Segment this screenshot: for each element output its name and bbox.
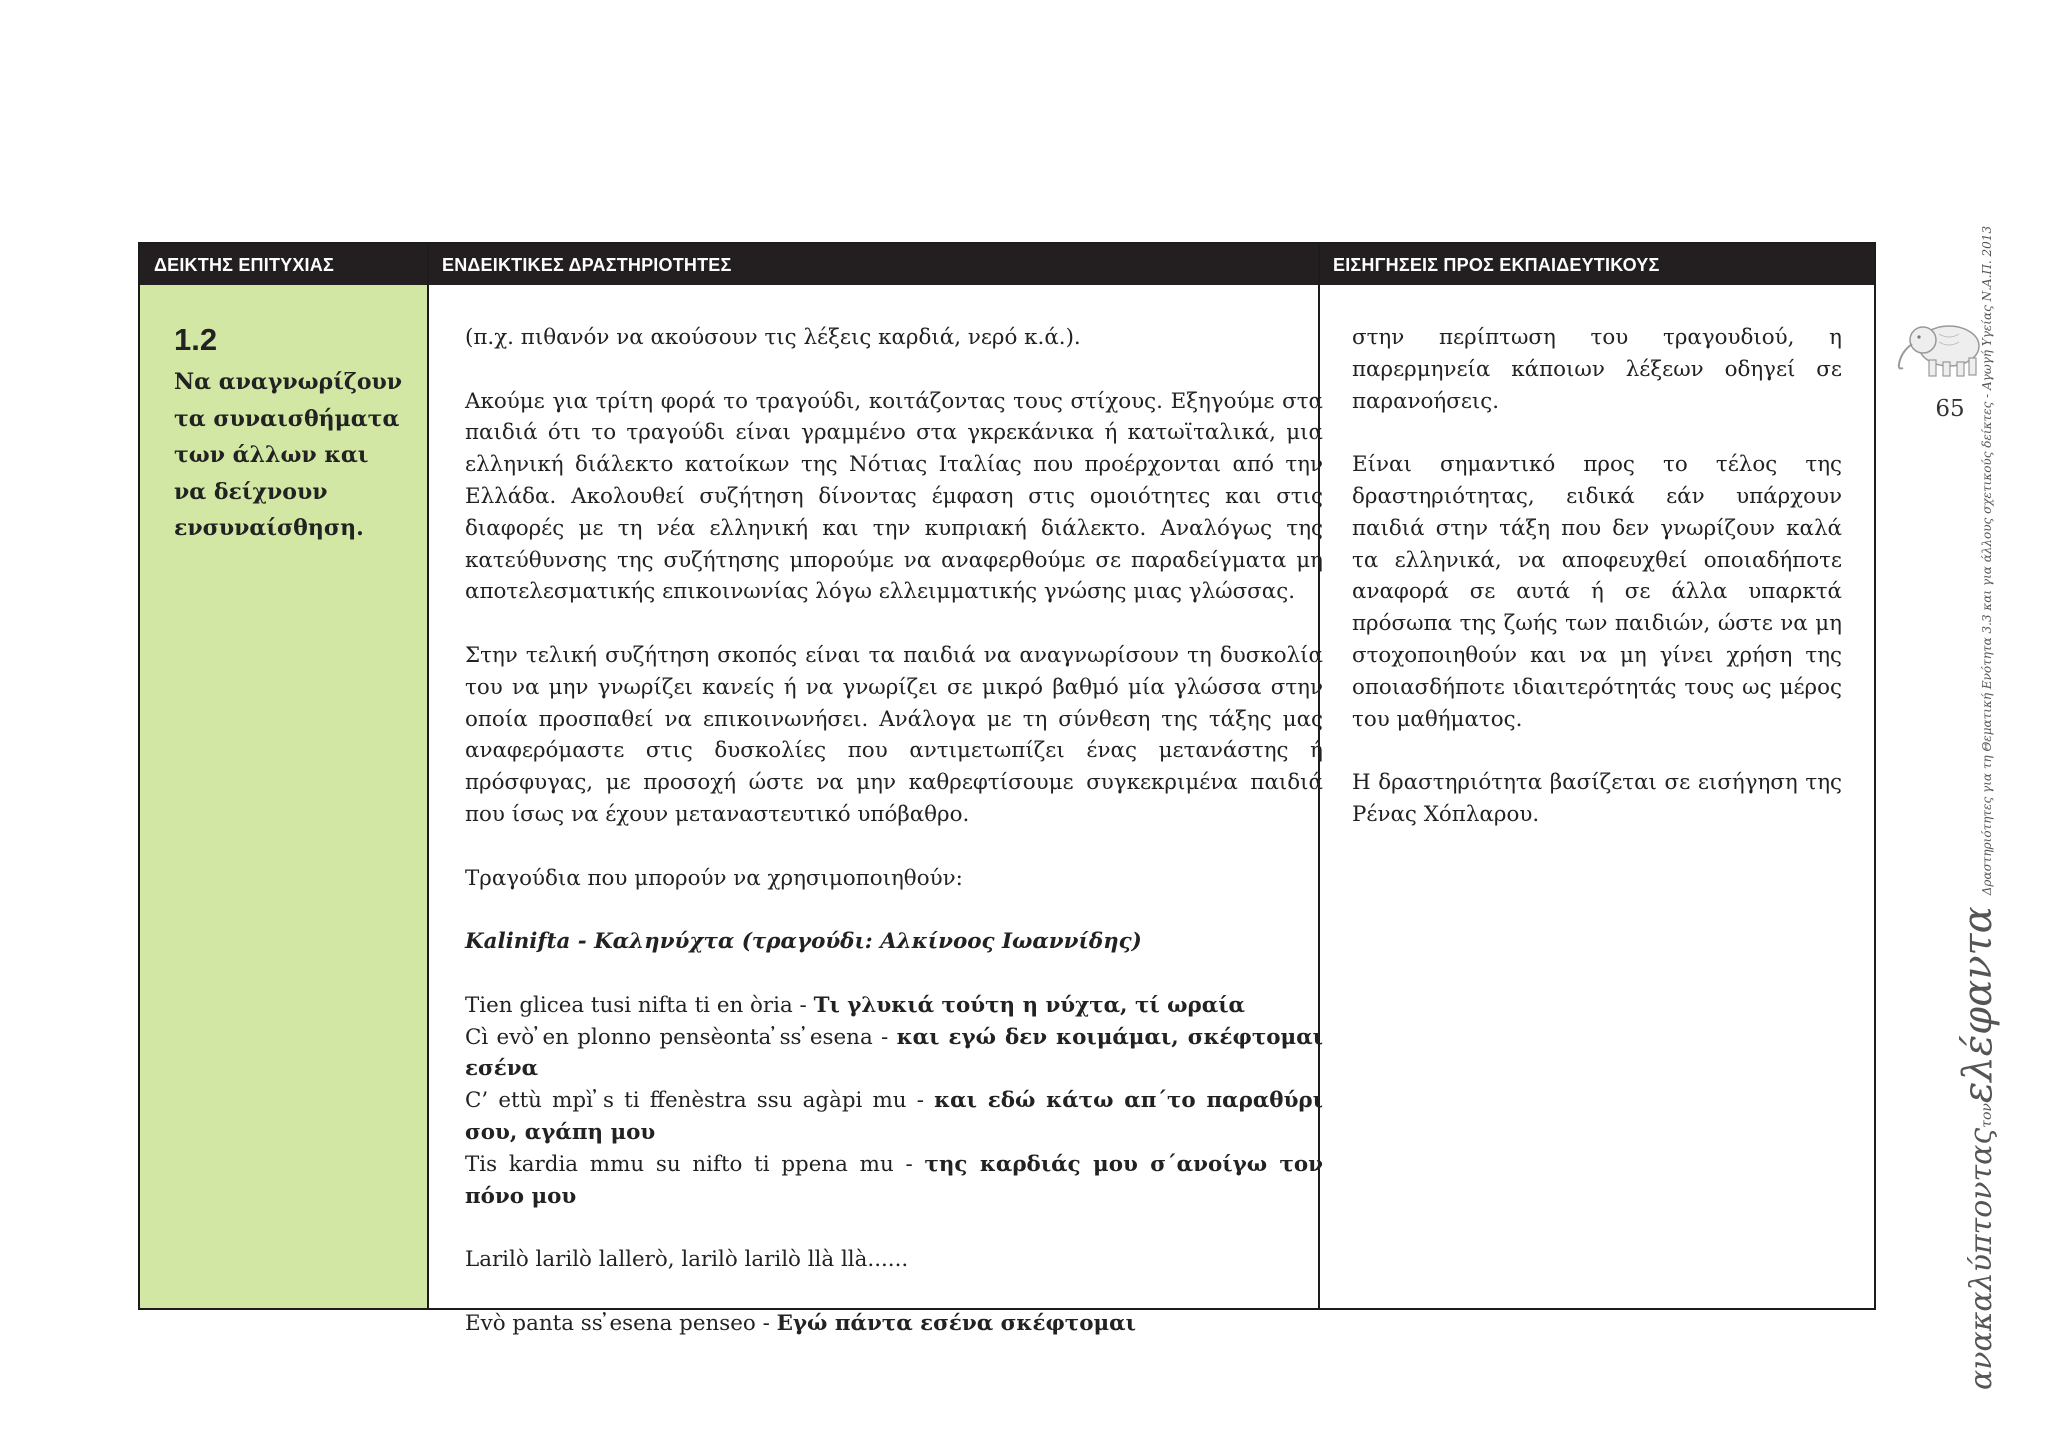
indicator-text	[174, 364, 414, 547]
header-suggestions: ΕΙΣΗΓΗΣΕΙΣ ΠΡΟΣ ΕΚΠΑΙΔΕΥΤΙΚΟΥΣ	[1333, 255, 1660, 275]
brand-end: ελέφαντα	[1955, 906, 2001, 1104]
indicator-line: ενσυναίσθηση.	[174, 515, 364, 541]
suggestions-column	[1352, 322, 1842, 831]
lyric-translation: Τι γλυκιά τούτη η νύχτα, τί ωραία	[813, 992, 1246, 1018]
lyric-original: Tis kardia mmu su nifto ti ppena mu -	[465, 1151, 925, 1177]
activities-column	[465, 322, 1323, 1340]
indicator-line: να δείχνουν	[174, 478, 328, 505]
lyric-translation: Εγώ πάντα εσένα σκέφτομαι	[776, 1310, 1136, 1336]
lyric-original: Tien glicea tusi nifta ti en òria -	[465, 992, 814, 1018]
activity-paragraph: Τραγούδια που μπορούν να χρησιμοποιηθούν:	[465, 865, 963, 891]
indicator-number: 1.2	[174, 322, 218, 357]
activity-paragraph: Στην τελική συζήτηση σκοπός είναι τα παιδιά να αναγνωρίσουν τη δυσκολία του να μην γνωρίζει κανείς ή να γνωρίζει σε μικρό βαθμό μία γλώσσα στην οποία προσπαθεί να επικοινωνήσει. Ανάλογα με τη σύνθεση της τάξης μας αναφερόμαστε στις δυσκολίες που αντιμετωπίζει ένας μετανάστης ή πρόσφυγας, με προσοχή ώστε να μην καθρεφτίσουμε συγκεκριμένα παιδιά που ίσως να έχουν μεταναστευτικό υπόβαθρο.	[465, 642, 1323, 827]
lyric-line	[465, 1308, 1323, 1340]
success-indicator	[174, 322, 414, 547]
refrain: Larilò larilò lallerò, larilò larilò llà llà......	[465, 1247, 909, 1273]
suggestion-paragraph: Είναι σημαντικό προς το τέλος της δραστηριότητας, ειδικά εάν υπάρχουν παιδιά στην τάξη που δεν γνωρίζουν καλά τα ελληνικά, να αποφευχθεί οποιαδήποτε αναφορά σε αυτά ή σε άλλα υπαρκτά πρόσωπα της ζωής των παιδιών, ώστε να μη στοχοποιηθούν και να μη γίνει χρήση της οποιασδήποτε ιδιαιτερότητάς τους ως μέρος του μαθήματος.	[1352, 452, 1842, 732]
page-number: 65	[1935, 396, 1965, 422]
lyric-line	[465, 1022, 1323, 1086]
header-success-indicator: ΔΕΙΚΤΗΣ ΕΠΙΤΥΧΙΑΣ	[154, 255, 334, 275]
table-header	[140, 244, 1874, 285]
side-branding	[1955, 226, 2001, 1390]
lyric-translation: και εγώ δεν κοιμάμαι, σκέφτομαι εσένα	[465, 1024, 1324, 1082]
suggestion-paragraph: στην περίπτωση του τραγουδιού, η παρερμηνεία κάποιων λέξεων οδηγεί σε παρανοήσεις.	[1352, 325, 1842, 414]
lyric-original: C’ ettù mpì ̓s ti ffenèstra ssu agàpi mu -	[465, 1088, 935, 1114]
lyric-translation: και εδώ κάτω απ΄το παραθύρι σου, αγάπη μου	[465, 1088, 1323, 1145]
suggestion-paragraph: Η δραστηριότητα βασίζεται σε εισήγηση της Ρένας Χόπλαρου.	[1352, 770, 1842, 827]
lyric-line	[465, 1149, 1323, 1213]
lyric-line	[465, 1085, 1323, 1149]
indicator-line: Να αναγνωρίζουν	[174, 369, 403, 395]
lyric-translation: της καρδιάς μου σ΄ανοίγω τον πόνο μου	[465, 1151, 1323, 1209]
lyric-line	[465, 990, 1323, 1022]
activity-paragraph: Ακούμε για τρίτη φορά το τραγούδι, κοιτάζοντας τους στίχους. Εξηγούμε στα παιδιά ότι το τραγούδι είναι γραμμένο στα γκρεκάνικα ή κατωϊταλικά, μια ελληνική διάλεκτο κατοίκων της Νότιας Ιταλίας που προέρχονται από την Ελλάδα. Ακολουθεί συζήτηση δίνοντας έμφαση στις ομοιότητες και στις διαφορές με τη νέα ελληνική και την κυπριακή διάλεκτο. Αναλόγως της κατεύθυνσης της συζήτησης μπορούμε να αναφερθούμε σε παραδείγματα μη αποτελεσματικής επικοινωνίας λόγω ελλειμματικής γνώσης μιας γλώσσας.	[465, 388, 1323, 605]
indicator-line: των άλλων και	[174, 442, 369, 468]
song-title: Kalinifta - Καληνύχτα (τραγούδι: Αλκίνοος Ιωαννίδης)	[465, 929, 1142, 955]
column-divider	[427, 244, 429, 1308]
lyric-original: Evò panta ss ̓esena penseo -	[465, 1310, 777, 1336]
header-activities: ΕΝΔΕΙΚΤΙΚΕΣ ΔΡΑΣΤΗΡΙΟΤΗΤΕΣ	[442, 255, 732, 275]
brand-small: τον	[1979, 1103, 1995, 1128]
activity-paragraph: (π.χ. πιθανόν να ακούσουν τις λέξεις καρδιά, νερό κ.ά.).	[465, 325, 1081, 350]
brand-title: ανακαλύπτοντας	[1964, 1127, 1999, 1390]
activity-table	[138, 242, 1876, 1336]
brand-subtitle: Δραστηριότητες για τη Θεματική Ενότητα 3.3 και για άλλους σχετικούς δείκτες - Αγωγή Υγείας Ν.Α.Π. 2013	[1980, 225, 1994, 896]
lyric-original: Cì evò ̓en plonno pensèonta ̓ss ̓esena -	[465, 1024, 897, 1050]
indicator-line: τα συναισθήματα	[174, 405, 400, 432]
